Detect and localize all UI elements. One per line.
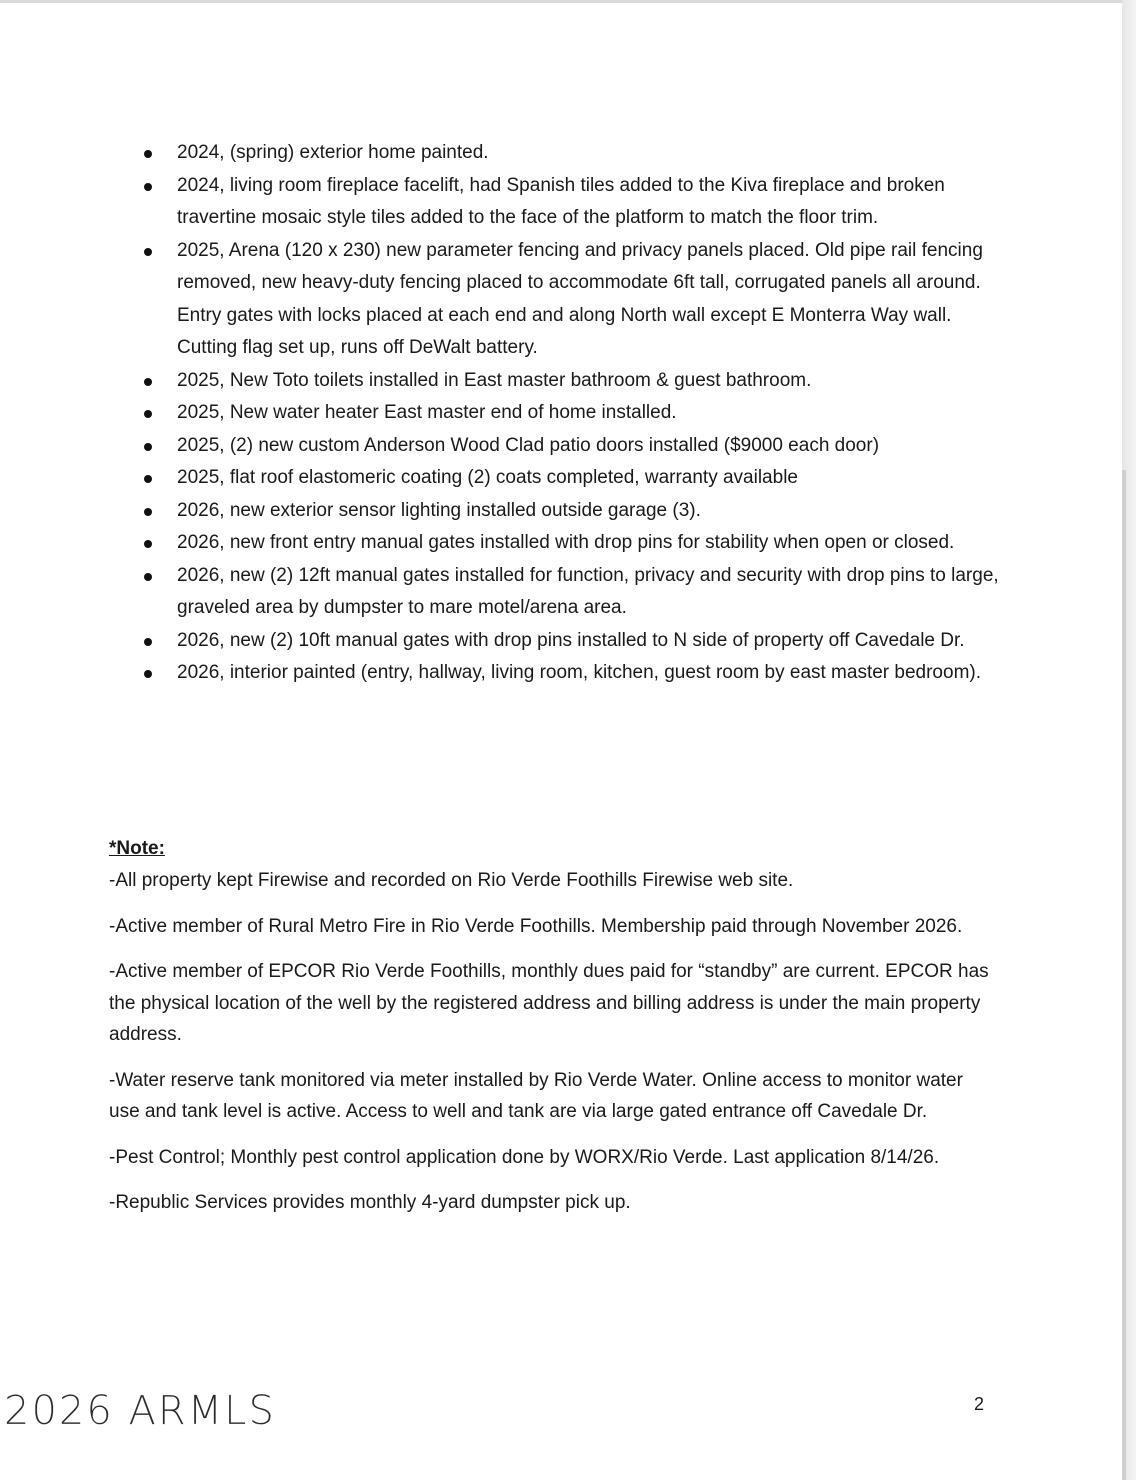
bullet-icon (144, 150, 152, 158)
bullet-icon (144, 248, 152, 256)
list-item (140, 560, 1000, 625)
bullet-icon (144, 378, 152, 386)
list-item (140, 397, 1000, 430)
bullet-icon (144, 183, 152, 191)
list-item-text: 2025, (2) new custom Anderson Wood Clad patio doors installed ($9000 each door) (177, 434, 880, 456)
bullet-icon (144, 443, 152, 451)
note-heading: *Note: (109, 838, 165, 859)
list-item-text: 2024, (spring) exterior home painted. (177, 142, 489, 163)
note-section (109, 833, 989, 1233)
list-item-text: 2026, new front entry manual gates installed with drop pins for stability when open or closed. (177, 532, 955, 553)
list-item (140, 137, 1000, 170)
list-item (140, 365, 1000, 398)
bullet-icon (144, 670, 152, 678)
page-number: 2 (974, 1394, 985, 1414)
list-item-text: 2024, living room fireplace facelift, had Spanish tiles added to the Kiva fireplace and broken travertine mosaic style tiles added to the face of the platform to match the floor trim. (177, 174, 945, 228)
page-right-shadow (1122, 470, 1126, 1480)
list-item (140, 657, 1000, 690)
list-item-text: 2026, interior painted (entry, hallway, living room, kitchen, guest room by east master bedroom). (177, 662, 982, 683)
improvements-list (140, 137, 1000, 690)
bullet-icon (144, 475, 152, 483)
bullet-icon (144, 508, 152, 516)
list-item (140, 430, 1000, 463)
note-paragraph: -Active member of EPCOR Rio Verde Foothills, monthly dues paid for “standby” are current. EPCOR has the physical location of the well by the registered address and billing address is under the main property address. (109, 961, 989, 1045)
armls-watermark: 2026 ARMLS (4, 1388, 276, 1434)
list-item (140, 527, 1000, 560)
note-paragraph: -All property kept Firewise and recorded on Rio Verde Foothills Firewise web site. (109, 870, 794, 891)
list-item (140, 462, 1000, 495)
bullet-icon (144, 638, 152, 646)
list-item-text: 2025, flat roof elastomeric coating (2) coats completed, warranty available (177, 467, 798, 488)
list-item-text: 2026, new (2) 12ft manual gates installed for function, privacy and security with drop pins to large, graveled area by dumpster to mare motel/arena area. (177, 564, 999, 618)
list-item-text: 2025, Arena (120 x 230) new parameter fencing and privacy panels placed. Old pipe rail fencing removed, new heavy-duty fencing placed to accommodate 6ft tall, corrugated panels all around. Entry gates with locks placed at each end and along North wall except E Monterra Way wall. Cutting flag set up, runs off DeWalt battery. (177, 239, 983, 358)
list-item-text: 2026, new exterior sensor lighting installed outside garage (3). (177, 499, 701, 521)
note-paragraph: -Water reserve tank monitored via meter installed by Rio Verde Water. Online access to monitor water use and tank level is active. Access to well and tank are via large gated entrance off Cavedale Dr. (109, 1069, 963, 1122)
bullet-icon (144, 540, 152, 548)
list-item (140, 170, 1000, 235)
note-paragraph: -Republic Services provides monthly 4-yard dumpster pick up. (109, 1192, 631, 1213)
list-item (140, 235, 1000, 365)
list-item-text: 2025, New Toto toilets installed in East master bathroom & guest bathroom. (177, 369, 812, 391)
note-paragraph: -Active member of Rural Metro Fire in Rio Verde Foothills. Membership paid through November 2026. (109, 915, 963, 937)
list-item (140, 495, 1000, 528)
list-item (140, 625, 1000, 658)
bullet-icon (144, 410, 152, 418)
list-item-text: 2026, new (2) 10ft manual gates with drop pins installed to N side of property off Cavedale Dr. (177, 629, 965, 651)
bullet-icon (144, 573, 152, 581)
list-item-text: 2025, New water heater East master end of home installed. (177, 402, 677, 423)
page-top-edge (0, 0, 1122, 3)
note-paragraph: -Pest Control; Monthly pest control application done by WORX/Rio Verde. Last application 8/14/26. (109, 1146, 940, 1168)
